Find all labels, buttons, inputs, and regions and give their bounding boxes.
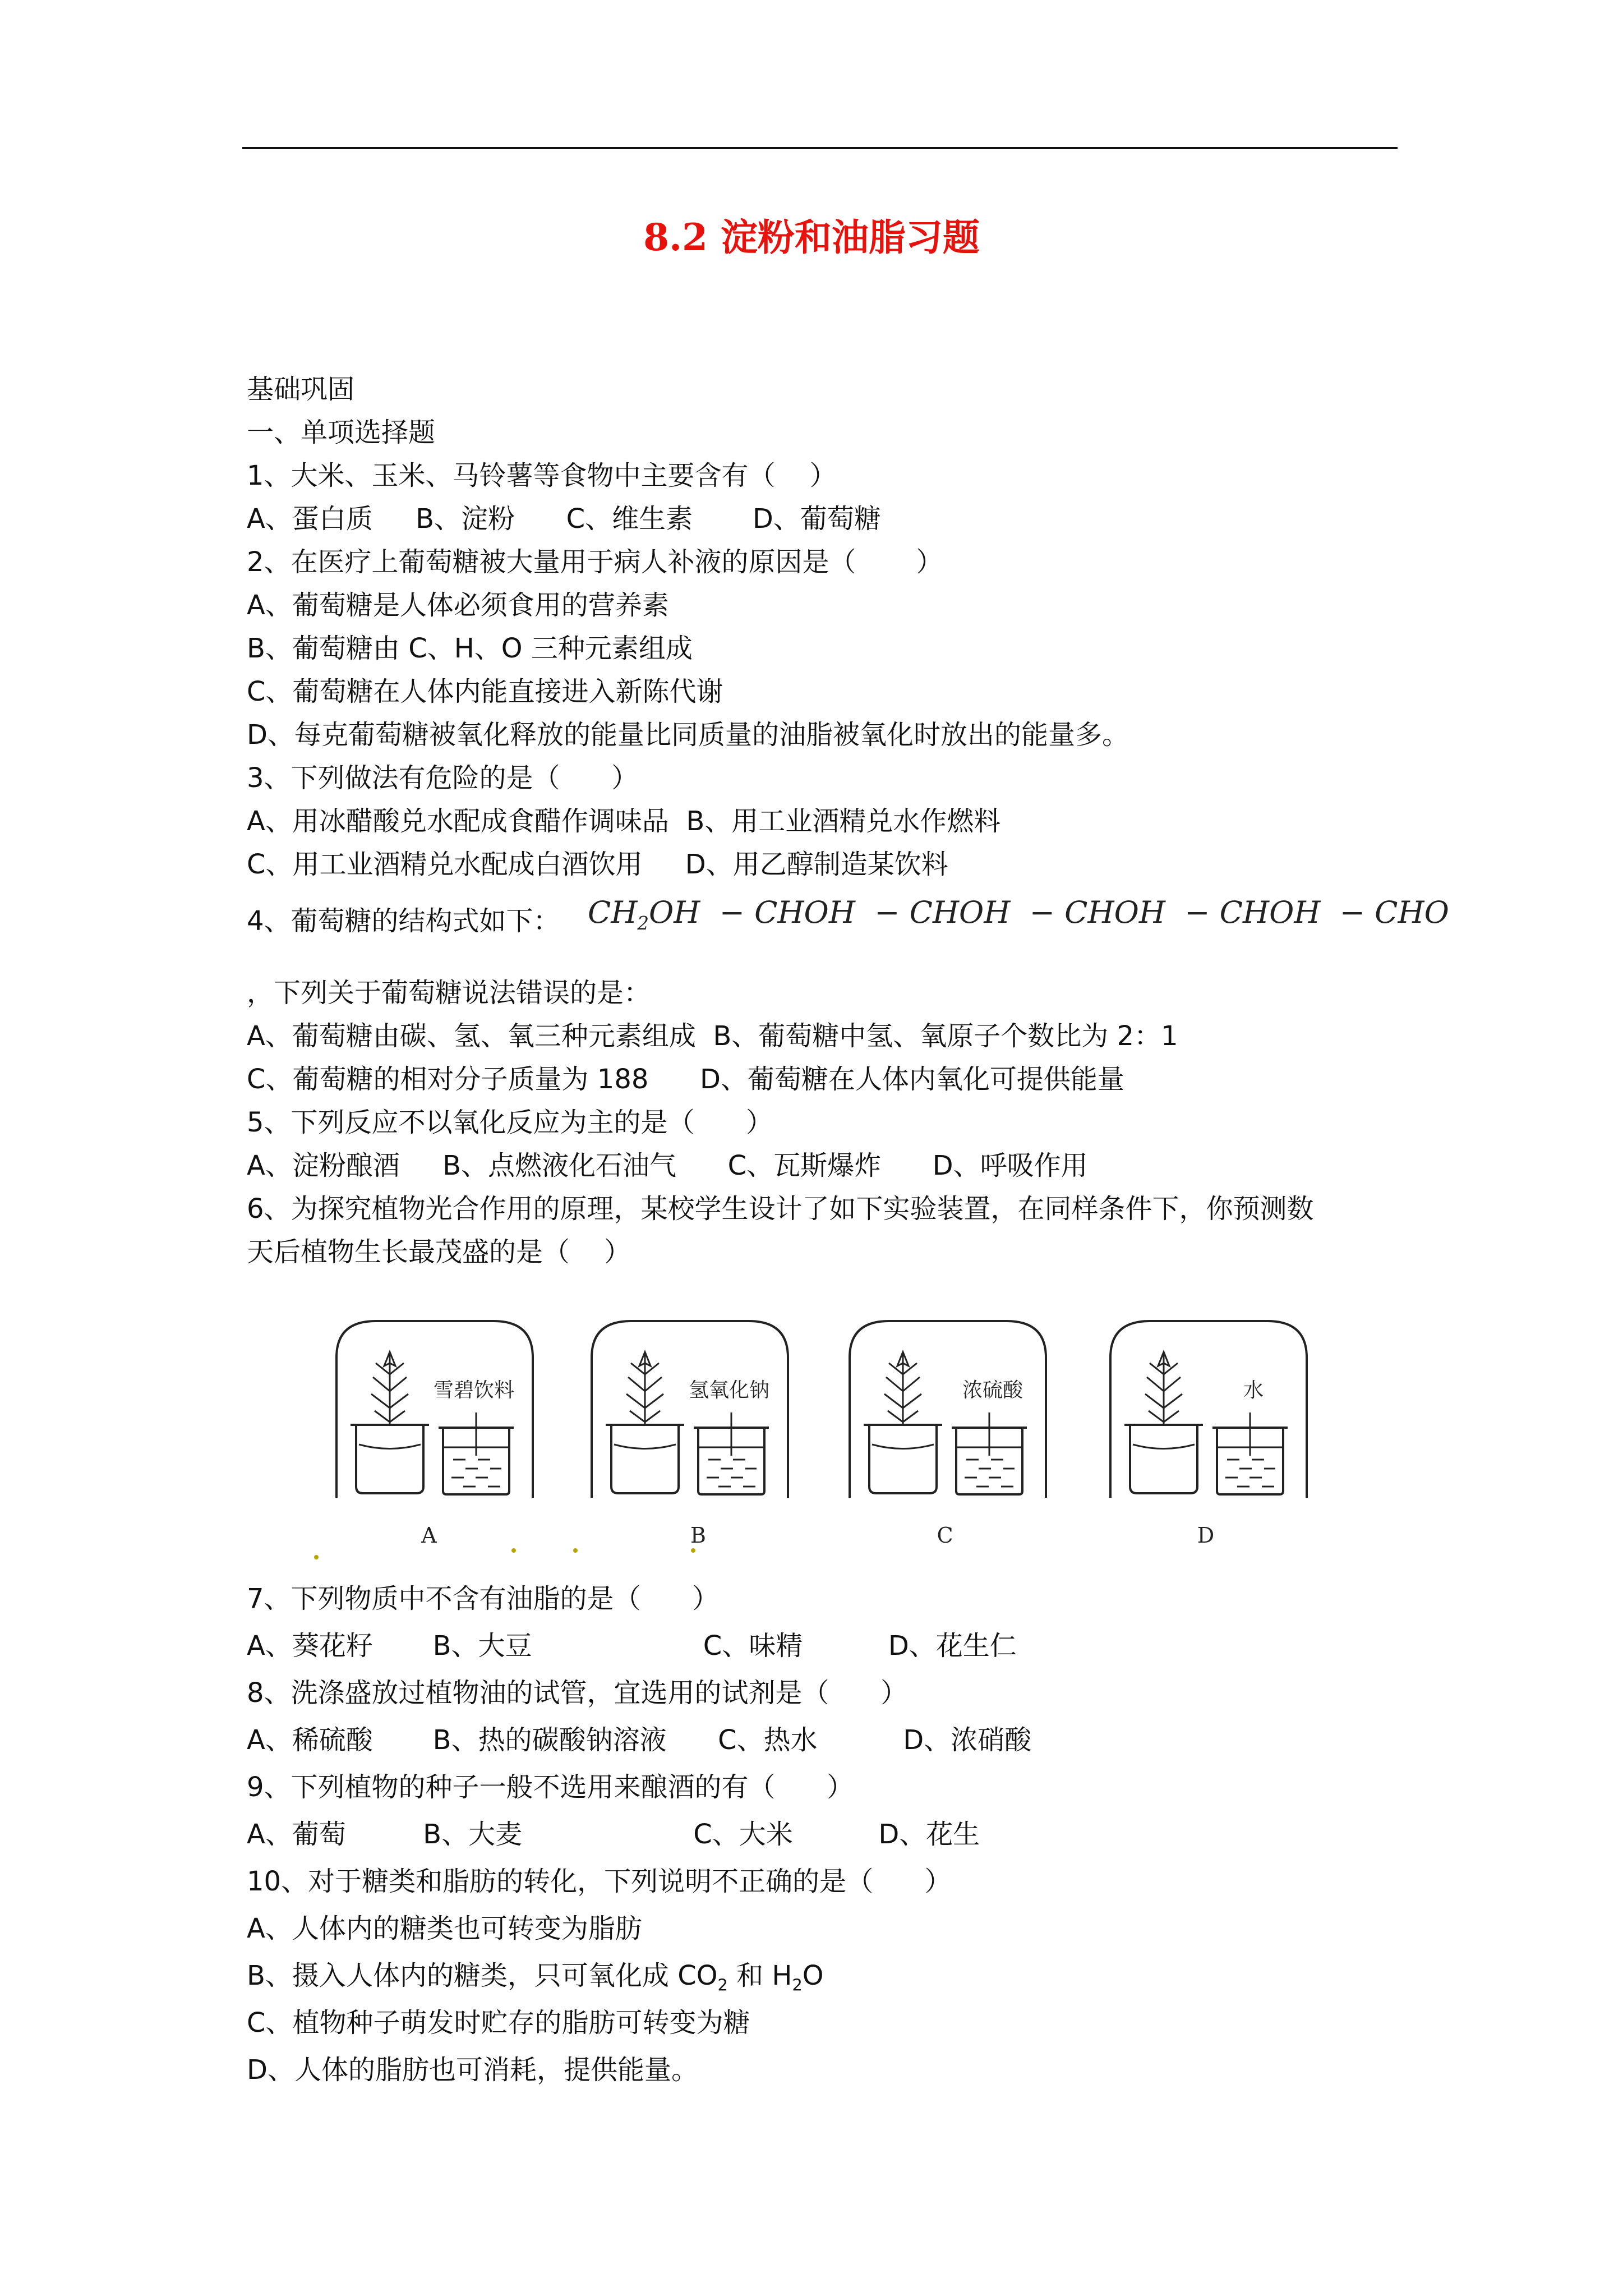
question-5-options: A、淀粉酿酒 B、点燃液化石油气 C、瓦斯爆炸 D、呼吸作用 [247,1150,1088,1181]
question-2-option-b: B、葡萄糖由 C、H、O 三种元素组成 [247,633,693,664]
question-10-option-c: C、植物种子萌发时贮存的脂肪可转变为糖 [247,2007,750,2039]
experiment-figure [331,1313,1318,1565]
panel-d-label: D [1197,1523,1215,1548]
panel-c [850,1321,1046,1548]
question-1-options: A、蛋白质 B、淀粉 C、维生素 D、葡萄糖 [247,503,881,535]
glucose-formula: $CH_2OH$ − CHOH − CHOH − CHOH − CHOH − CHO [588,895,1449,934]
question-4: 4、葡萄糖的结构式如下： [247,905,560,937]
panel-d [1110,1321,1307,1548]
speck [573,1548,578,1553]
header-rule [242,147,1398,149]
panel-a-label: A [421,1523,437,1548]
question-6-cont: 天后植物生长最茂盛的是（ ） [247,1236,631,1268]
question-10-option-d: D、人体的脂肪也可消耗，提供能量。 [247,2054,698,2086]
question-1: 1、大米、玉米、马铃薯等食物中主要含有（ ） [247,460,837,491]
question-4-options-cd: C、葡萄糖的相对分子质量为 188 D、葡萄糖在人体内氧化可提供能量 [247,1064,1124,1095]
section-subheading: 一、单项选择题 [247,417,436,448]
section-heading: 基础巩固 [247,374,355,405]
panel-c-label: C [937,1523,953,1548]
question-8: 8、洗涤盛放过植物油的试管，宜选用的试剂是（ ） [247,1677,908,1709]
question-3-options-ab: A、用冰醋酸兑水配成食醋作调味品 B、用工业酒精兑水作燃料 [247,806,1001,837]
page-title: 8.2 淀粉和油脂习题 [643,215,980,259]
question-10-option-a: A、人体内的糖类也可转变为脂肪 [247,1913,642,1944]
question-8-options: A、稀硫酸 B、热的碳酸钠溶液 C、热水 D、浓硝酸 [247,1724,1032,1756]
question-2-option-c: C、葡萄糖在人体内能直接进入新陈代谢 [247,676,723,707]
panel-b-liquid: 氢氧化钠 [688,1379,770,1402]
question-10-option-b: B、摄入人体内的糖类，只可氧化成 $CO_2$ 和 $H_2O$ [247,1960,824,1995]
question-10: 10、对于糖类和脂肪的转化，下列说明不正确的是（ ） [247,1866,952,1897]
question-9: 9、下列植物的种子一般不选用来酿酒的有（ ） [247,1772,854,1803]
question-6: 6、为探究植物光合作用的原理，某校学生设计了如下实验装置，在同样条件下，你预测数 [247,1193,1314,1225]
question-4-options-ab: A、葡萄糖由碳、氢、氧三种元素组成 B、葡萄糖中氢、氧原子个数比为 2：1 [247,1020,1178,1052]
speck [691,1548,695,1553]
speck [314,1555,319,1559]
question-7: 7、下列物质中不含有油脂的是（ ） [247,1583,720,1614]
question-9-options: A、葡萄 B、大麦 C、大米 D、花生 [247,1819,980,1850]
question-4-stem: ，下列关于葡萄糖说法错误的是： [247,977,651,1009]
question-5: 5、下列反应不以氧化反应为主的是（ ） [247,1107,773,1138]
panel-a-liquid: 雪碧饮料 [433,1379,515,1402]
question-7-options: A、葵花籽 B、大豆 C、味精 D、花生仁 [247,1630,1017,1662]
question-3-options-cd: C、用工业酒精兑水配成白酒饮用 D、用乙醇制造某饮料 [247,849,948,880]
panel-b-label: B [690,1523,706,1548]
panel-c-liquid: 浓硫酸 [962,1379,1023,1402]
speck [511,1548,516,1553]
panel-a [336,1321,533,1548]
panel-b [592,1321,788,1548]
question-2-option-d: D、每克葡萄糖被氧化释放的能量比同质量的油脂被氧化时放出的能量多。 [247,719,1129,751]
question-2: 2、在医疗上葡萄糖被大量用于病人补液的原因是（ ） [247,546,943,578]
question-3: 3、下列做法有危险的是（ ） [247,762,639,794]
question-2-option-a: A、葡萄糖是人体必须食用的营养素 [247,590,669,621]
panel-d-liquid: 水 [1243,1379,1264,1402]
